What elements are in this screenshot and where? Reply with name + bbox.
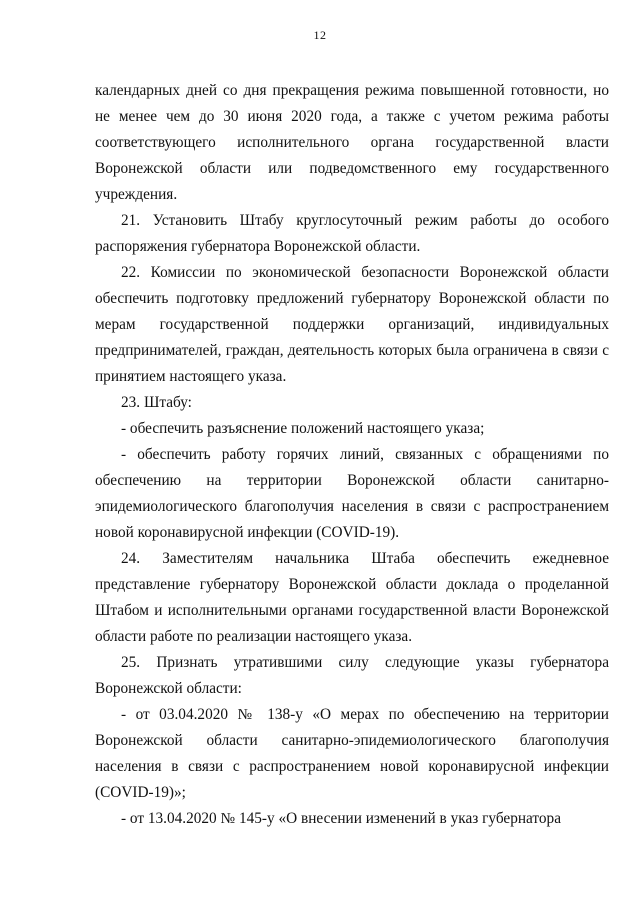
paragraph-item-23: 23. Штабу:: [121, 394, 192, 411]
paragraph-item-21: 21. Установить Штабу круглосуточный режим работы до особого распоряжения губернатора Воронежской области.: [95, 212, 609, 255]
page-number: 12: [313, 28, 327, 42]
document-body: [95, 78, 609, 832]
list-item-decree-145: - от 13.04.2020 № 145-у «О внесении изменений в указ губернатора: [121, 810, 561, 827]
paragraph-item-22: 22. Комиссии по экономической безопасности Воронежской области обеспечить подготовку предложений губернатору Воронежской области по мерам государственной поддержки организаций, индивидуальных предпринимателей, граждан, деятельность которых была ограничена в связи с принятием настоящего указа.: [95, 264, 609, 385]
paragraph-item-25: 25. Признать утратившими силу следующие указы губернатора Воронежской области:: [95, 654, 609, 697]
list-item-hotlines: - обеспечить работу горячих линий, связанных с обращениями по обеспечению на территории Воронежской области санитарно-эпидемиологического благополучия населения в связи с распространением новой коронавирусной инфекции (COVID-19).: [95, 446, 609, 541]
paragraph-continuation: календарных дней со дня прекращения режима повышенной готовности, но не менее чем до 30 июня 2020 года, а также с учетом режима работы соответствующего исполнительного органа государственной власти Воронежской области или подведомственного ему государственного учреждения.: [95, 82, 609, 203]
paragraph-item-24: 24. Заместителям начальника Штаба обеспечить ежедневное представление губернатору Воронежской области доклада о проделанной Штабом и исполнительными органами государственной власти Воронежской области работе по реализации настоящего указа.: [95, 550, 609, 645]
list-item-explanation: - обеспечить разъяснение положений настоящего указа;: [121, 420, 485, 437]
list-item-decree-138: - от 03.04.2020 № 138-у «О мерах по обеспечению на территории Воронежской области санитарно-эпидемиологического благополучия населения в связи с распространением новой коронавирусной инфекции (COVID-19)»;: [95, 706, 609, 801]
